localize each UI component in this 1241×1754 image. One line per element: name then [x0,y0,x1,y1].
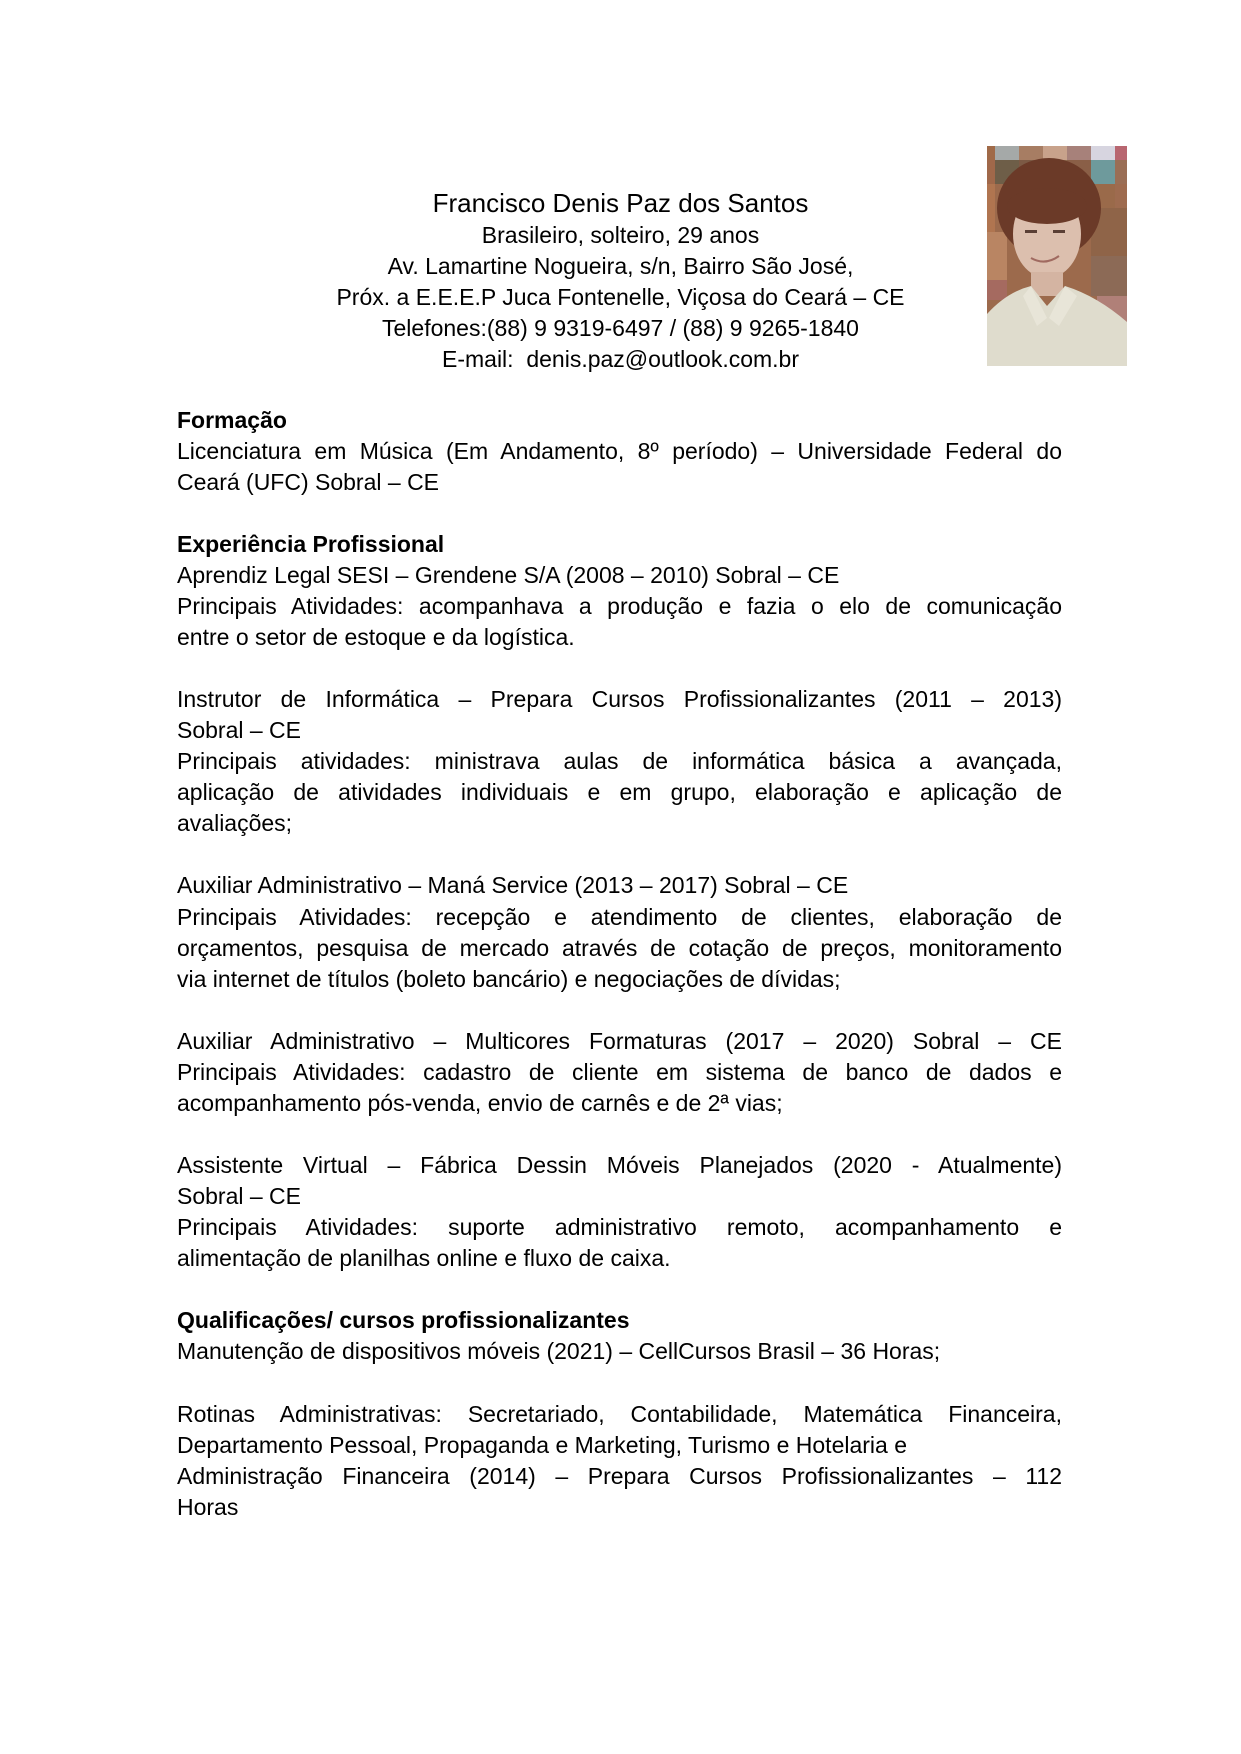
job-title-line: Auxiliar Administrativo – Maná Service (2013 – 2017) Sobral – CE [177,872,849,899]
spacer [177,653,1062,684]
course-line: Departamento Pessoal, Propaganda e Marketing, Turismo e Hotelaria e [177,1431,908,1458]
section-title: Qualificações/ cursos profissionalizantes [177,1307,630,1334]
job-description-line: avaliações; [177,810,293,837]
personal-info: Brasileiro, solteiro, 29 anos [481,222,760,248]
course-line: Rotinas Administrativas: Secretariado, Contabilidade, Matemática Financeira, [177,1400,1062,1427]
profile-photo-image [987,146,1127,366]
job-description-line: aplicação de atividades individuais e em grupo, elaboração e aplicação de [177,779,1062,806]
course-line: Horas [177,1493,239,1520]
candidate-name: Francisco Denis Paz dos Santos [432,188,809,218]
job-description-line: alimentação de planilhas online e fluxo de caixa. [177,1245,671,1272]
job-entry [177,1150,1062,1274]
job-title-line: Instrutor de Informática – Prepara Cursos Profissionalizantes (2011 – 2013) [177,686,1062,713]
section-formacao [177,405,1062,498]
section-qualificacoes [177,1305,1062,1522]
education-line: Ceará (UFC) Sobral – CE [177,468,440,495]
job-entry [177,560,1062,653]
course-entry [177,1336,1062,1367]
phone-numbers: Telefones:(88) 9 9319-6497 / (88) 9 9265-1840 [382,315,859,341]
spacer [177,1119,1062,1150]
job-title-line: Auxiliar Administrativo – Multicores Formaturas (2017 – 2020) Sobral – CE [177,1027,1062,1054]
job-description-line: Principais Atividades: suporte administrativo remoto, acompanhamento e [177,1214,1062,1241]
spacer [177,1274,1062,1305]
spacer [177,1367,1062,1398]
job-title-line: Sobral – CE [177,717,302,744]
resume-body [177,405,1062,1523]
job-description-line: Principais Atividades: recepção e atendimento de clientes, elaboração de [177,903,1062,930]
job-description-line: entre o setor de estoque e da logística. [177,623,575,650]
spacer [177,995,1062,1026]
job-title-line: Aprendiz Legal SESI – Grendene S/A (2008 – 2010) Sobral – CE [177,561,840,588]
job-description-line: Principais Atividades: acompanhava a produção e fazia o elo de comunicação [177,592,1062,619]
job-entry [177,870,1062,994]
section-title: Experiência Profissional [177,530,445,557]
address-line-1: Av. Lamartine Nogueira, s/n, Bairro São José, [387,253,854,279]
job-title-line: Assistente Virtual – Fábrica Dessin Móveis Planejados (2020 - Atualmente) [177,1152,1062,1178]
spacer [177,498,1062,529]
course-line: Manutenção de dispositivos móveis (2021) – CellCursos Brasil – 36 Horas; [177,1338,941,1365]
course-entry [177,1399,1062,1523]
section-title: Formação [177,406,287,433]
profile-photo [987,146,1127,366]
education-line: Licenciatura em Música (Em Andamento, 8º período) – Universidade Federal do [177,437,1062,464]
email: E-mail: denis.paz@outlook.com.br [442,346,799,372]
job-entry [177,1026,1062,1119]
job-description-line: orçamentos, pesquisa de mercado através de cotação de preços, monitoramento [177,934,1062,961]
job-entry [177,684,1062,839]
section-experiencia [177,529,1062,1275]
job-description-line: via internet de títulos (boleto bancário) e negociações de dívidas; [177,965,841,992]
job-description-line: Principais Atividades: cadastro de cliente em sistema de banco de dados e [177,1058,1062,1085]
course-line: Administração Financeira (2014) – Prepara Cursos Profissionalizantes – 112 [177,1462,1062,1489]
resume-header [200,186,1041,375]
job-description-line: Principais atividades: ministrava aulas de informática básica a avançada, [177,748,1062,775]
address-line-2: Próx. a E.E.E.P Juca Fontenelle, Viçosa do Ceará – CE [336,284,905,310]
spacer [177,839,1062,870]
job-title-line: Sobral – CE [177,1183,302,1210]
job-description-line: acompanhamento pós-venda, envio de carnês e de 2ª vias; [177,1089,783,1116]
